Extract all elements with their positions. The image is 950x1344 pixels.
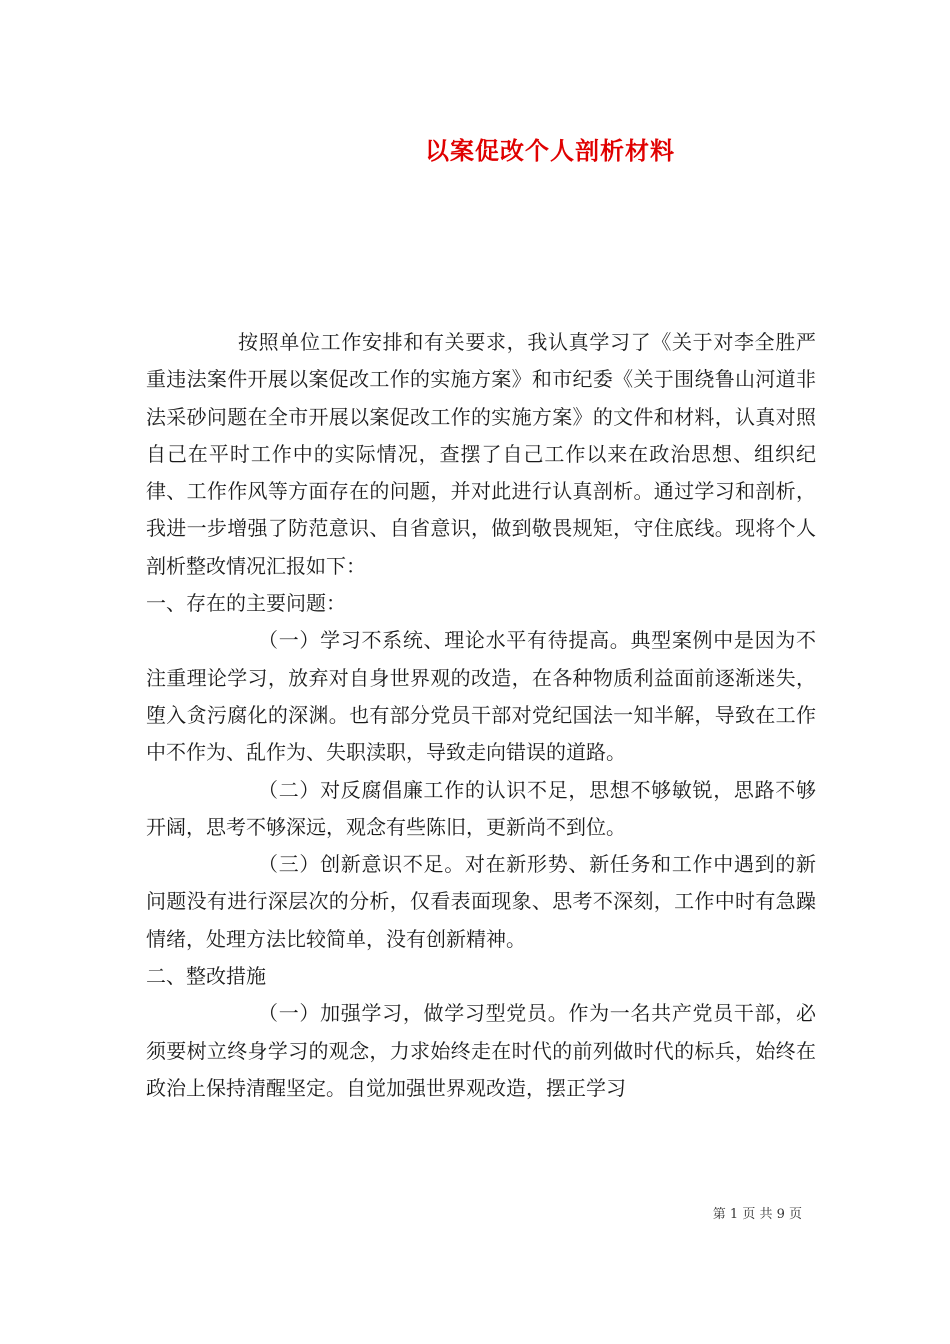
section-heading-measures: 二、整改措施 [146, 964, 266, 989]
intro-paragraph: 按照单位工作安排和有关要求，我认真学习了《关于对李全胜严重违法案件开展以案促改工作的实施方案》和市纪委《关于围绕鲁山河道非法采砂问题在全市开展以案促改工作的实施方案》的文件和材料，认真对照自己在平时工作中的实际情况，查摆了自己工作以来在政治思想、组织纪律、工作作风等方面存在的问题，并对此进行认真剖析。通过学习和剖析，我进一步增强了防范意识、自省意识，做到敬畏规矩，守住底线。现将个人剖析整改情况汇报如下： [146, 330, 816, 578]
document-title: 以案促改个人剖析材料 [425, 136, 675, 165]
section-heading-problems: 一、存在的主要问题： [146, 591, 346, 616]
problem-item-1: （一）学习不系统、理论水平有待提高。典型案例中是因为不注重理论学习，放弃对自身世界观的改造，在各种物质利益面前逐渐迷失，堕入贪污腐化的深渊。也有部分党员干部对党纪国法一知半解，导致在工作中不作为、乱作为、失职渎职，导致走向错误的道路。 [146, 628, 816, 765]
page-number: 第 1 页 共 9 页 [712, 1207, 802, 1222]
problem-item-2: （二）对反腐倡廉工作的认识不足，思想不够敏锐，思路不够开阔，思考不够深远，观念有些陈旧，更新尚不到位。 [146, 777, 816, 839]
measure-item-1: （一）加强学习，做学习型党员。作为一名共产党员干部，必须要树立终身学习的观念，力求始终走在时代的前列做时代的标兵，始终在政治上保持清醒坚定。自觉加强世界观改造，摆正学习 [146, 1001, 816, 1100]
problem-item-3: （三）创新意识不足。对在新形势、新任务和工作中遇到的新问题没有进行深层次的分析，仅看表面现象、思考不深刻，工作中时有急躁情绪，处理方法比较简单，没有创新精神。 [146, 852, 816, 951]
document-body [146, 324, 816, 1107]
